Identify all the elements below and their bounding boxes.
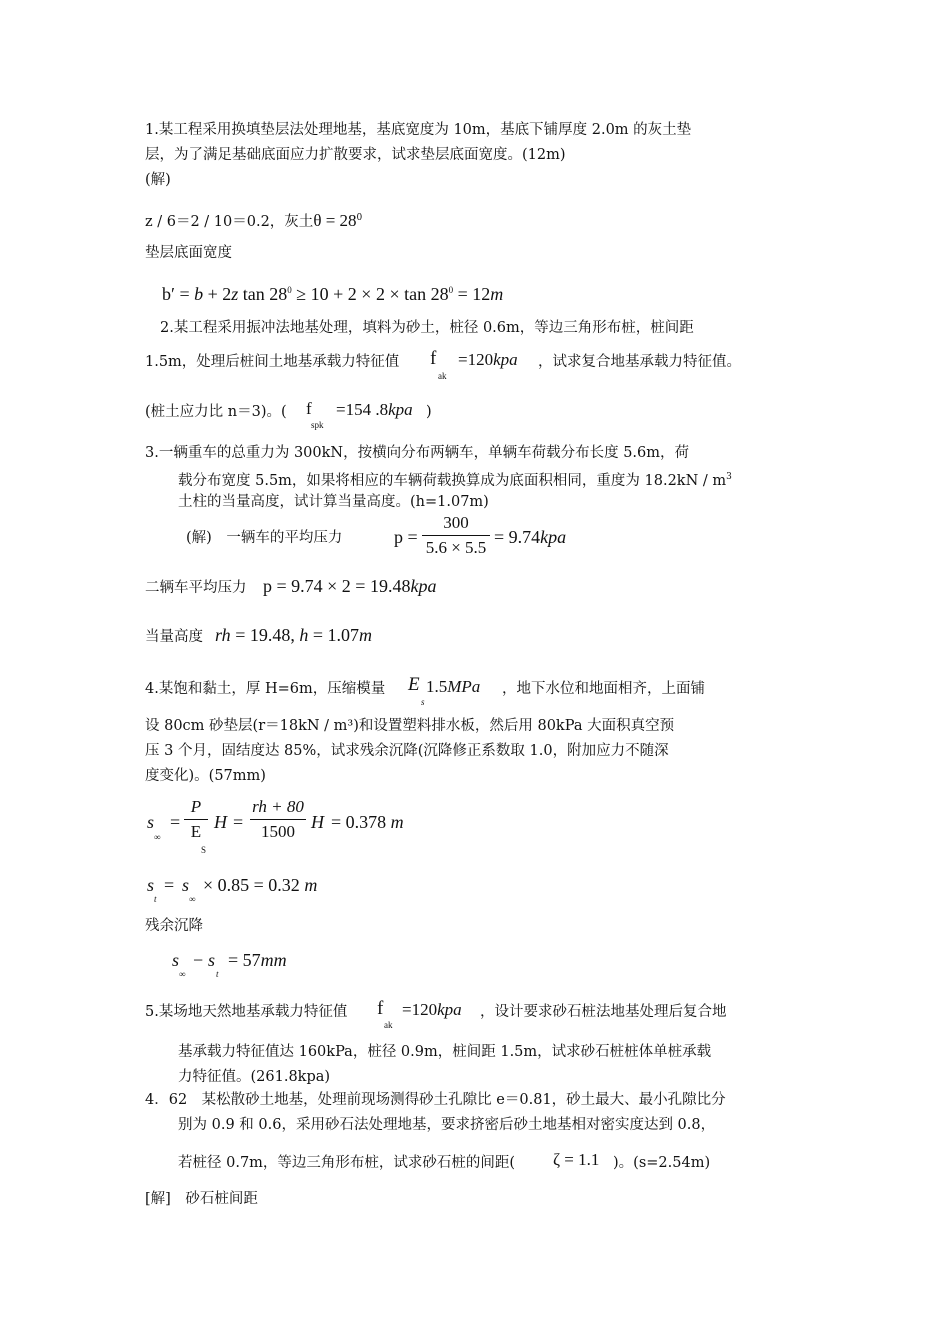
p3-line2-text: 载分布宽度 5.5m，如果将相应的车辆荷载换算成为底面积相同，重度为 18.2kN / m bbox=[178, 472, 727, 489]
p3-line3: 土柱的当量高度，试计算当量高度。(h=1.07m) bbox=[178, 494, 489, 510]
p4-frac2-den: 1500 bbox=[261, 822, 295, 841]
p3-equiv-eq bbox=[215, 624, 372, 646]
h-unit: m bbox=[359, 625, 372, 645]
p4-st-s: s bbox=[182, 875, 190, 895]
p2-line2a: 1.5m，处理后桩间土地基承载力特征值 bbox=[145, 354, 400, 370]
p4-eq-sign: = bbox=[170, 812, 181, 832]
r-eq: = 57 bbox=[228, 950, 261, 970]
f-val: =120 bbox=[402, 1000, 438, 1019]
p4-s-inf: s bbox=[147, 812, 155, 832]
eq2-part: m bbox=[490, 284, 504, 304]
p4-fraction-2 bbox=[250, 796, 306, 843]
p1-eq1-text: z / 6＝2 / 10＝0.2，灰土 bbox=[145, 213, 314, 230]
p2-f-val bbox=[458, 349, 518, 371]
p6-zeta: ζ = 1.1 bbox=[553, 1150, 600, 1169]
p6-line1: 4．62 某松散砂土地基，处理前现场测得砂土孔隙比 e＝0.81，砂土最大、最小孔隙比分 bbox=[145, 1092, 726, 1108]
p3-frac-num: 300 bbox=[443, 513, 469, 532]
p4-st-eq: = bbox=[164, 875, 175, 895]
rh: rh bbox=[215, 625, 231, 645]
p4-line1b: ，地下水位和地面相齐，上面铺 bbox=[502, 681, 705, 697]
p2-fspk-sub: spk bbox=[311, 420, 324, 430]
p1-eq1 bbox=[145, 208, 362, 232]
p3-fraction bbox=[422, 512, 490, 559]
r-unit: mm bbox=[260, 950, 287, 970]
p4-result-unit: m bbox=[390, 812, 404, 832]
st-rest: × 0.85 = 0.32 bbox=[203, 875, 300, 895]
p4-line2: 设 80cm 砂垫层(r＝18kN / m³)和设置塑料排水板，然后用 80kPa 大面积真空预 bbox=[145, 718, 675, 734]
p4-line1a: 4.某饱和黏土，厚 H=6m，压缩模量 bbox=[145, 681, 386, 697]
p6-line3a: 若桩径 0.7m，等边三角形布桩，试求砂石桩的间距( bbox=[178, 1155, 516, 1171]
p4-E-sub: s bbox=[421, 697, 425, 707]
p3-two-cars-eq bbox=[263, 575, 436, 597]
p4-E: E bbox=[408, 674, 420, 695]
h-eq: = 1.07 bbox=[308, 625, 359, 645]
p5-f-symbol: f bbox=[377, 998, 384, 1019]
p2-line3a: (桩土应力比 n＝3)。( bbox=[145, 404, 287, 420]
p4-line4: 度变化)。(57mm) bbox=[145, 768, 266, 784]
p1-eq1-math: θ = 28 bbox=[313, 210, 357, 230]
p5-line1a: 5.某场地天然地基承载力特征值 bbox=[145, 1004, 348, 1020]
p4-E-val bbox=[426, 676, 480, 698]
p5-f-val bbox=[402, 999, 462, 1021]
p3-equiv-label: 当量高度 bbox=[145, 629, 203, 645]
fraction-bar bbox=[422, 535, 490, 536]
f-unit: kpa bbox=[493, 350, 518, 369]
p1-solution-label: (解) bbox=[145, 172, 171, 188]
h: h bbox=[299, 625, 309, 645]
p3-line2-sup: 3 bbox=[726, 472, 732, 482]
p4-r-s1: s bbox=[172, 950, 180, 970]
p4-s-inf-sub: ∞ bbox=[154, 832, 161, 842]
p4-residual-label: 残余沉降 bbox=[145, 918, 203, 934]
f-unit: kpa bbox=[437, 1000, 462, 1019]
p4-H1: H bbox=[214, 812, 227, 832]
eq2-deg: 0 bbox=[448, 285, 454, 295]
p2-line3b: ) bbox=[426, 404, 432, 420]
fraction-bar bbox=[250, 819, 306, 820]
fspk-val: =154 .8 bbox=[336, 400, 389, 419]
p5-line3: 力特征值。(261.8kpa) bbox=[178, 1069, 331, 1085]
p6-line3b: )。(s=2.54m) bbox=[613, 1155, 711, 1171]
fspk-unit: kpa bbox=[388, 400, 413, 419]
p3-result bbox=[494, 526, 566, 548]
p1-line2: 层，为了满足基础底面应力扩散要求，试求垫层底面宽度。(12m) bbox=[145, 147, 566, 163]
eq2-part: + 2 bbox=[203, 284, 232, 304]
p4-eq-sign-2: = bbox=[233, 812, 244, 832]
p2-fspk-symbol: f bbox=[306, 399, 312, 418]
p6-line2: 别为 0.9 和 0.6，采用砂石法处理地基，要求挤密后砂土地基相对密实度达到 0.8， bbox=[178, 1117, 716, 1133]
p4-st-rest bbox=[203, 874, 317, 896]
p4-result-val: = 0.378 bbox=[331, 812, 387, 832]
p3-two-unit: kpa bbox=[410, 576, 437, 596]
p4-frac1-den: E bbox=[190, 822, 202, 841]
eq2-part: = 12 bbox=[453, 284, 491, 304]
f-val: =120 bbox=[458, 350, 494, 369]
p5-f-sub: ak bbox=[384, 1020, 393, 1030]
p3-frac-den: 5.6 × 5.5 bbox=[425, 538, 487, 557]
p2-line1: 2.某工程采用振冲法地基处理，填料为砂土，桩径 0.6m，等边三角形布桩，桩间距 bbox=[160, 320, 694, 336]
eq2-deg: 0 bbox=[287, 285, 292, 295]
p2-fspk-val bbox=[336, 399, 413, 421]
p2-f-symbol: f bbox=[430, 348, 437, 369]
eq2-part: b′ = bbox=[162, 284, 195, 304]
p4-frac1-num: P bbox=[190, 797, 202, 816]
p3-two-eq: p = 9.74 × 2 = 19.48 bbox=[263, 576, 411, 596]
p4-st-s-sub: ∞ bbox=[189, 894, 196, 904]
eq2-part: z bbox=[231, 284, 239, 304]
p2-f-sub: ak bbox=[438, 371, 447, 381]
p5-line1b: ，设计要求砂石桩法地基处理后复合地 bbox=[480, 1004, 727, 1020]
p1-eq2 bbox=[162, 279, 503, 305]
eq2-part: ≥ 10 + 2 × 2 × tan 28 bbox=[291, 284, 449, 304]
p4-frac1-den-sub: S bbox=[201, 845, 207, 855]
p4-r-s2: s bbox=[208, 950, 216, 970]
p4-st-sub: t bbox=[154, 894, 157, 904]
E-unit: MPa bbox=[447, 677, 481, 696]
p4-r-s1-sub: ∞ bbox=[179, 969, 186, 979]
fraction-bar bbox=[184, 819, 208, 820]
p3-result-val: = 9.74 bbox=[494, 527, 541, 547]
p3-result-unit: kpa bbox=[540, 527, 567, 547]
eq2-part: b bbox=[194, 284, 204, 304]
p4-H2: H bbox=[311, 812, 324, 832]
p6-solution-label: [解] 砂石桩间距 bbox=[145, 1191, 258, 1207]
p3-solution-label: (解) 一辆车的平均压力 bbox=[186, 530, 343, 546]
p3-p-eq: p = bbox=[394, 527, 418, 547]
p4-fraction-1 bbox=[184, 796, 208, 843]
p2-line2b: ，试求复合地基承载力特征值。 bbox=[538, 354, 741, 370]
p4-r-eq bbox=[228, 949, 287, 971]
p5-line2: 基承载力特征值达 160kPa，桩径 0.9m，桩间距 1.5m，试求砂石桩桩体单桩承载 bbox=[178, 1044, 712, 1060]
p4-st: s bbox=[147, 875, 155, 895]
p1-line1: 1.某工程采用换填垫层法处理地基，基底宽度为 10m，基底下铺厚度 2.0m 的灰土垫 bbox=[145, 122, 692, 138]
rh-eq: = 19.48, bbox=[230, 625, 300, 645]
p3-line1: 3.一辆重车的总重力为 300kN，按横向分布两辆车，单辆车荷载分布长度 5.6m，荷 bbox=[145, 445, 690, 461]
p4-r-minus: − bbox=[193, 950, 204, 970]
p4-result bbox=[331, 811, 404, 833]
E-val: 1.5 bbox=[426, 677, 448, 696]
p3-two-cars-label: 二辆车平均压力 bbox=[145, 580, 247, 596]
p1-bottom-width-label: 垫层底面宽度 bbox=[145, 245, 232, 261]
eq2-part: tan 28 bbox=[238, 284, 288, 304]
p4-frac2-num: rh + 80 bbox=[252, 797, 304, 816]
p1-eq1-deg: 0 bbox=[356, 213, 363, 223]
p3-line2 bbox=[178, 467, 732, 491]
st-unit: m bbox=[304, 875, 318, 895]
p4-line3: 压 3 个月，固结度达 85%，试求残余沉降(沉降修正系数取 1.0，附加应力不随深 bbox=[145, 743, 669, 759]
p4-r-s2-sub: t bbox=[216, 969, 219, 979]
